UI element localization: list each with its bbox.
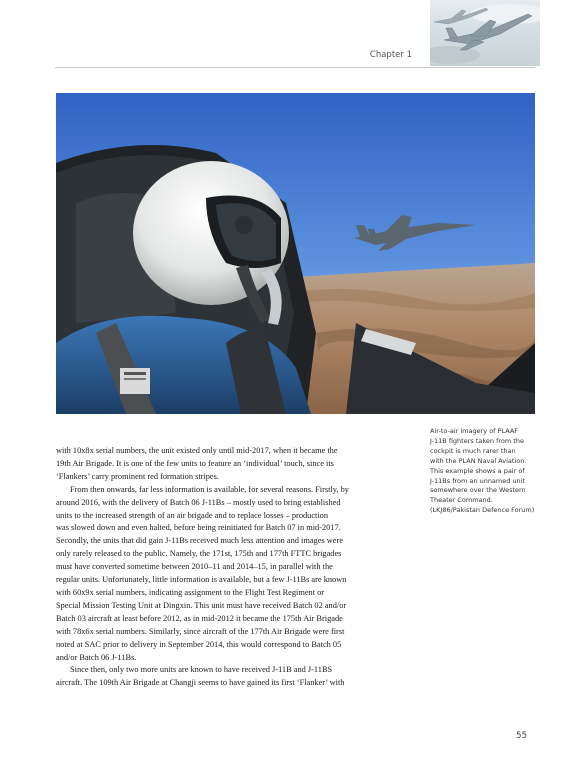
text-line: with 78x6x serial numbers. Similarly, since aircraft of the 177th Air Brigade were first (56, 626, 345, 636)
text-line: units to the increased strength of an air brigade and to replace losses – production (56, 510, 329, 520)
cockpit-photo (56, 93, 535, 414)
text-line: and/or Batch 06 J-11Bs. (56, 652, 137, 662)
corner-aircraft-illustration (430, 0, 540, 66)
caption-line: (LKJ86/Pakistan Defence Forum) (430, 506, 535, 515)
text-line: must have converted sometime between 2010–11 and 2014–15, in parallel with the (56, 562, 333, 572)
caption-line: J-11Bs from an unnamed unit (430, 476, 526, 485)
text-line: aircraft. The 109th Air Brigade at Changji seems to have gained its first ‘Flanker’ with (56, 678, 345, 688)
text-line: 19th Air Brigade. It is one of the few units to feature an ‘individual’ touch, since its (56, 458, 334, 468)
paragraph-3 (56, 664, 414, 690)
text-line: Since then, only two more units are known to have received J-11B and J-11BS (70, 665, 333, 675)
corner-aircraft-photo (430, 0, 540, 66)
text-line: Special Mission Testing Unit at Dingxin. This unit must have received Batch 02 and/or (56, 600, 347, 610)
caption-line: This example shows a pair of (430, 466, 525, 475)
text-line: was slowed down and even halted, before being reinitiated for Batch 07 in mid-2017. (56, 523, 341, 533)
caption-line: Theater Command. (430, 496, 493, 505)
caption-line: J-11B fighters taken from the (430, 436, 524, 445)
paragraph-1 (56, 445, 414, 484)
caption-line: with the PLAN Naval Aviation. (430, 456, 527, 465)
header-divider (55, 67, 535, 68)
text-line: From then onwards, far less information is available, for several reasons. Firstly, by (70, 484, 349, 494)
figure-caption (430, 427, 540, 516)
caption-line: cockpit is much rarer than (430, 446, 516, 455)
text-line: only rarely released to the public. Namely, the 171st, 175th and 177th FTTC brigades (56, 549, 342, 559)
chapter-label: Chapter 1 (369, 50, 412, 60)
text-line: Batch 03 aircraft at least before 2012, as in mid-2012 it became the 175th Air Brigade (56, 613, 343, 623)
caption-line: Air-to-air imagery of PLAAF (430, 427, 519, 435)
text-line: around 2016, with the delivery of Batch 06 J-11Bs – mostly used to bring established (56, 497, 341, 507)
paragraph-2 (56, 484, 414, 665)
caption-line: somewhere over the Western (430, 486, 526, 495)
text-line: noted at SAC prior to delivery in September 2014, this would correspond to Batch 05 (56, 639, 342, 649)
text-line: with 10x8x serial numbers, the unit existed only until mid-2017, when it became the (56, 446, 338, 455)
body-text (56, 445, 414, 690)
text-line: Secondly, the units that did gain J-11Bs received much less attention and images were (56, 536, 343, 546)
text-line: with 60x9x serial numbers, indicating assignment to the Flight Test Regiment or (56, 587, 325, 597)
text-line: regular units. Unfortunately, little information is available, but a few J-11Bs are known (56, 575, 347, 585)
text-line: ‘Flankers’ carry prominent red formation stripes. (56, 471, 219, 481)
page-number: 55 (516, 731, 527, 741)
cockpit-photo-illustration (56, 93, 535, 414)
